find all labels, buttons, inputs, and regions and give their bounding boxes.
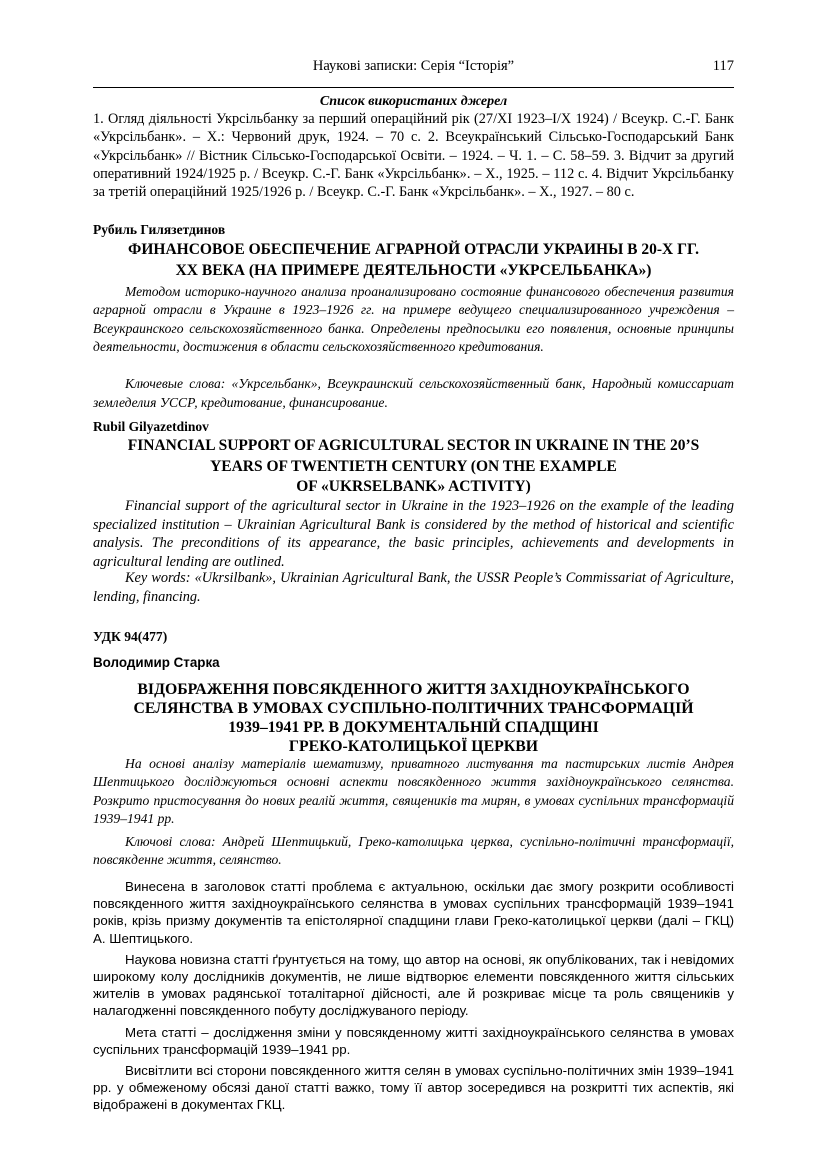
references-title: Список використаних джерел xyxy=(319,94,508,109)
title-ru-line-1: ФИНАНСОВОЕ ОБЕСПЕЧЕНИЕ АГРАРНОЙ ОТРАСЛИ УКРАИНЫ В 20-Х ГГ. xyxy=(128,241,699,258)
article-body xyxy=(93,878,734,1118)
keywords-en: Key words: «Ukrsilbank», Ukrainian Agricultural Bank, the USSR People’s Commissariat of Agriculture, lending, financing. xyxy=(93,570,734,605)
abstract-en: Financial support of the agricultural sector in Ukraine in the 1923–1926 on the example of the leading specialized institution – Ukrainian Agricultural Bank is considered by the method of historical and scientific analysis. The preconditions of its appearance, the basic principles, achievements and developments in agricultural lending are outlined. xyxy=(93,498,734,571)
article-keywords: Ключові слова: Андрей Шептицький, Греко-католицька церква, суспільно-політичні трансформації, повсякденне життя, селянство. xyxy=(93,834,734,868)
body-paragraph: Наукова новизна статті ґрунтується на тому, що автор на основі, як опублікованих, так і невідомих широкому колу дослідників документів, не лише відтворює елементи повсякденного життя сільських жителів в умовах радянської тоталітарної дійсності, але й розкриває місце та роль священиків у налагодженні повсякденного побуту досліджуваного періоду. xyxy=(93,951,734,1019)
article-author: Володимир Старка xyxy=(93,655,220,670)
author-ru: Рубиль Гилязетдинов xyxy=(93,222,226,237)
article-title-line-4: ГРЕКО-КАТОЛИЦЬКОЇ ЦЕРКВИ xyxy=(288,738,539,755)
title-ru-line-2: ХХ ВЕКА (НА ПРИМЕРЕ ДЕЯТЕЛЬНОСТИ «УКРСЕЛЬБАНКА») xyxy=(175,262,652,279)
title-en-line-2: YEARS OF TWENTIETH CENTURY (ON THE EXAMPLE xyxy=(210,457,617,475)
running-header xyxy=(93,58,734,80)
body-paragraph: Висвітлити всі сторони повсякденного життя селян в умовах суспільно-політичних змін 1939–1941 рр. у обмеженому обсязі даної статті важко, тому її автор зосередився на розкритті тих аспектів, які відображені в документах ГКЦ. xyxy=(93,1063,734,1113)
title-en-line-1: FINANCIAL SUPPORT OF AGRICULTURAL SECTOR IN UKRAINE IN THE 20’S xyxy=(127,437,700,454)
article-title xyxy=(93,680,734,756)
article-title-line-1: ВІДОБРАЖЕННЯ ПОВСЯКДЕННОГО ЖИТТЯ ЗАХІДНОУКРАЇНСЬКОГО xyxy=(137,681,690,698)
title-en-line-3: OF «UKRSELBANK» ACTIVITY) xyxy=(296,478,531,495)
page-number: 117 xyxy=(712,58,734,74)
udk-code: УДК 94(477) xyxy=(93,629,168,644)
body-paragraph: Винесена в заголовок статті проблема є актуальною, оскільки дає змогу розкрити особливості повсякденного життя західноукраїнського селянства в умовах суспільних трансформацій 1939–1941 років, крізь призму документів та епістолярної спадщини глави Греко-католицької церкви (далі – ГКЦ) А. Шептицького. xyxy=(93,879,734,946)
title-ru xyxy=(93,239,734,281)
article-abstract: На основі аналізу матеріалів шематизму, приватного листування та пастирських листів Андрея Шептицького досліджуються основні аспекти повсякденного життя західноукраїнського селянства. Розкрито пристосування до нових реалій життя, священиків та мирян, в умовах суспільних трансформацій 1939–1941 рр. xyxy=(93,756,734,827)
keywords-ru: Ключевые слова: «Укрсельбанк», Всеукраинский сельскохозяйственный банк, Народный комиссариат земледелия УССР, кредитование, финансирование. xyxy=(93,376,734,410)
body-paragraph: Мета статті – дослідження зміни у повсякденному житті західноукраїнського селянства в умовах суспільних трансформацій 1939–1941 рр. xyxy=(93,1024,734,1057)
running-title: Наукові записки: Серія “Історія” xyxy=(312,58,515,74)
references-list: 1. Огляд діяльності Укрсільбанку за перший операційний рік (27/XI 1923–I/X 1924) / Всеукр. С.-Г. Банк «Укрсільбанк». – Х.: Червоний друк, 1924. – 70 с. 2. Всеукраїнський Сільсько-Господарський Банк «Укрсільбанк» // Вістник Сільсько-Господарської Освіти. – 1924. – Ч. 1. – С. 58–59. 3. Відчит за другий оперативний 1924/1925 р. / Всеукр. С.-Г. Банк «Укрсільбанк». – Х., 1925. – 112 с. 4. Відчит Укрсільбанку за третій операційний 1925/1926 р. / Всеукр. С.-Г. Банк «Укрсільбанк». – Х., 1927. – 80 с. xyxy=(93,111,734,201)
author-en: Rubil Gilyazetdinov xyxy=(93,419,209,434)
article-title-line-3: 1939–1941 РР. В ДОКУМЕНТАЛЬНІЙ СПАДЩИНІ xyxy=(228,719,599,736)
abstract-ru: Методом историко-научного анализа проанализировано состояние финансового обеспечения развития аграрной отрасли в Украине в 1923–1926 гг. на примере ведущего специализированного учреждения – Всеукраинского сельскохозяйственного банка. Определены предпосылки его появления, основные принципы деятельности, достижения в области сельскохозяйственного кредитования. xyxy=(93,284,734,354)
header-rule xyxy=(93,87,734,88)
title-en xyxy=(93,436,734,498)
article-title-line-2: СЕЛЯНСТВА В УМОВАХ СУСПІЛЬНО-ПОЛІТИЧНИХ ТРАНСФОРМАЦІЙ xyxy=(133,700,694,717)
